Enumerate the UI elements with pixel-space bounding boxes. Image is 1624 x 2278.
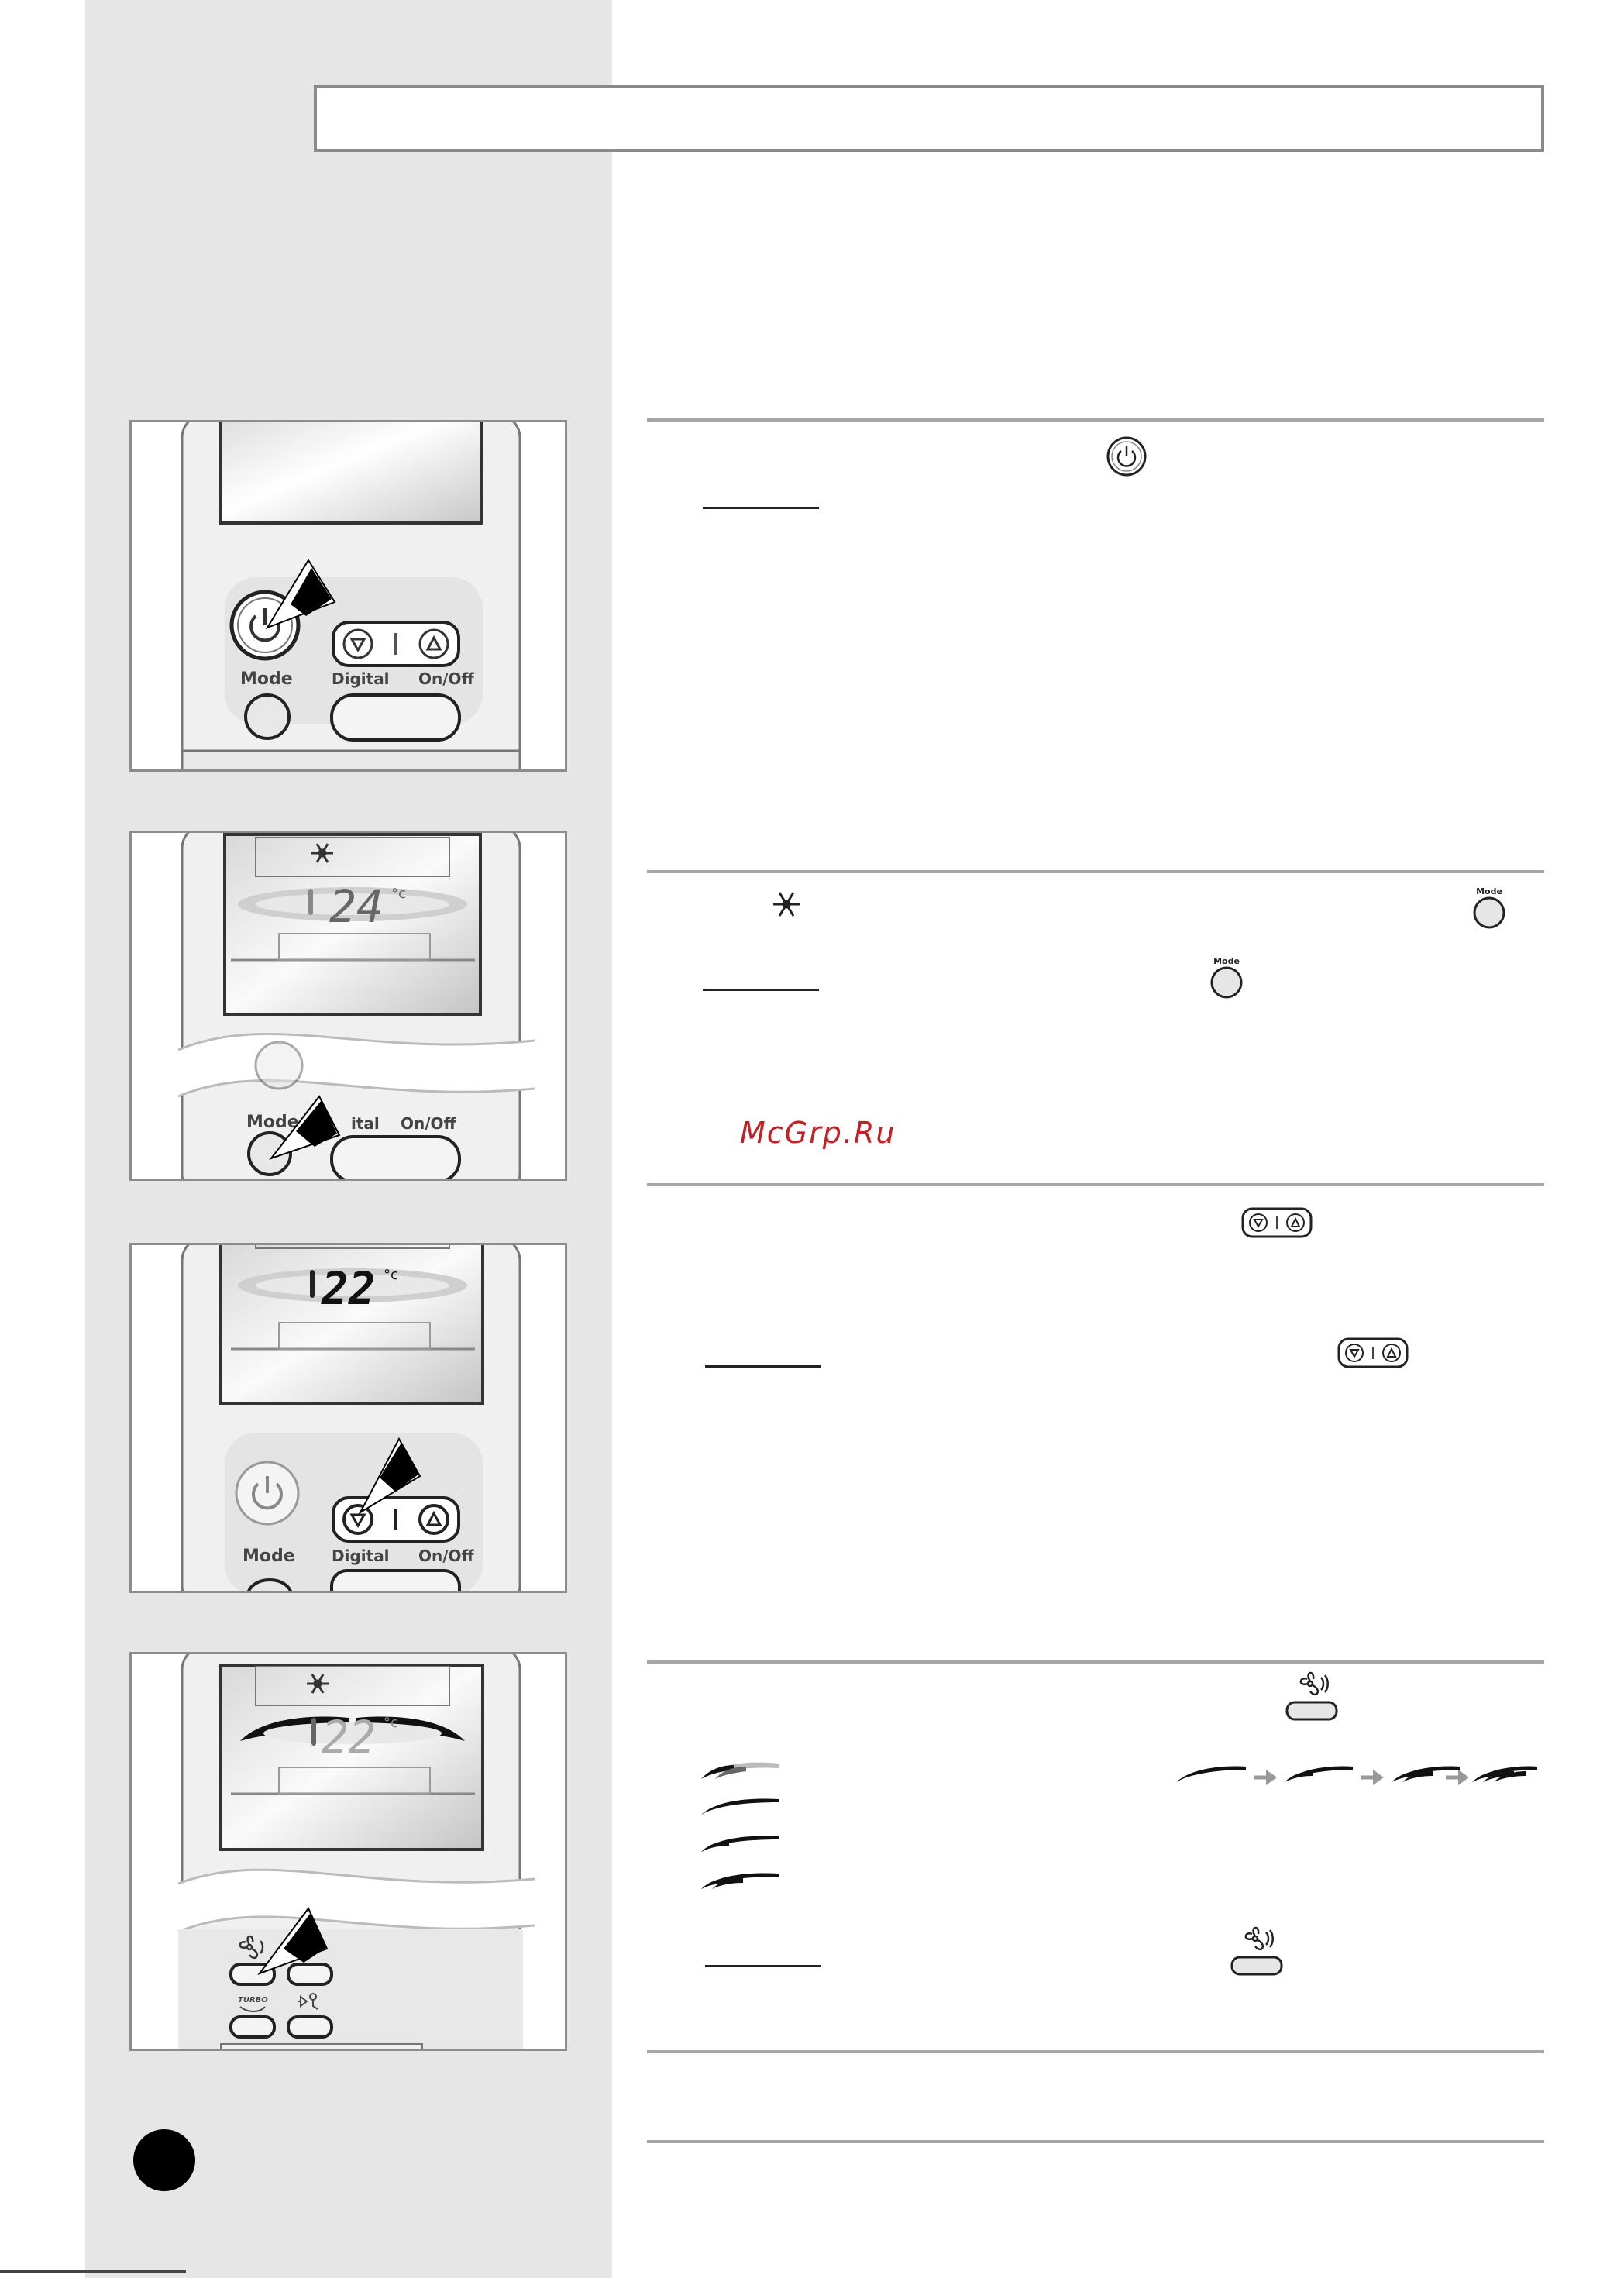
fan-speed-sequence xyxy=(1176,1759,1540,1793)
illustration-fan-button xyxy=(129,1652,567,2051)
seq-fan-medium-icon xyxy=(1285,1767,1353,1782)
seq-arrow-icon-2 xyxy=(1361,1770,1384,1785)
title-box xyxy=(314,85,1544,152)
section-rule-4 xyxy=(647,1660,1544,1664)
section-rule-6 xyxy=(647,2140,1544,2143)
inline-mode-button-icon-2 xyxy=(1206,955,1247,1000)
mode-label: Mode xyxy=(246,1113,299,1132)
illustration-mode-button xyxy=(129,831,567,1181)
second-button[interactable] xyxy=(288,1964,332,1984)
turbo-label: TURBO xyxy=(238,1996,268,2004)
turbo-button[interactable] xyxy=(231,2017,274,2037)
inline-temperature-rocker-icon-2 xyxy=(1337,1337,1409,1368)
digital-onoff-button[interactable] xyxy=(332,1137,459,1181)
fan-high-icon xyxy=(701,1874,779,1889)
inline-fan-button-icon-1 xyxy=(1282,1670,1341,1724)
mode-button[interactable] xyxy=(246,695,289,738)
footer-line xyxy=(0,2270,186,2273)
fan-low-icon xyxy=(701,1799,779,1815)
note-underline-4 xyxy=(705,1965,821,1967)
temp-display: 24 xyxy=(329,880,384,933)
fan-medium-icon xyxy=(701,1836,779,1852)
inline-temperature-rocker-icon-1 xyxy=(1241,1207,1313,1238)
onoff-label: On/Off xyxy=(401,1114,456,1133)
degree-unit: °c xyxy=(384,1715,398,1731)
fan-speed-legend xyxy=(701,1757,794,1912)
inline-mode-button-icon-1 xyxy=(1468,885,1510,930)
mode-label: Mode xyxy=(240,669,293,689)
onoff-label: On/Off xyxy=(418,1547,474,1565)
section-rule-2 xyxy=(647,870,1544,873)
seq-fan-high-icon xyxy=(1392,1767,1460,1782)
note-underline-1 xyxy=(703,507,819,509)
watermark-text: McGrp.Ru xyxy=(740,1116,896,1150)
digital-label: Digital xyxy=(332,1547,390,1565)
note-underline-2 xyxy=(703,989,819,991)
fan-auto-icon xyxy=(701,1763,779,1779)
seq-fan-turbo-icon xyxy=(1472,1767,1537,1782)
degree-unit: °c xyxy=(391,886,406,902)
section-rule-5 xyxy=(647,2050,1544,2053)
digital-onoff-button[interactable] xyxy=(332,695,459,740)
inline-snowflake-icon xyxy=(770,888,803,920)
temp-display: 22 xyxy=(322,1262,376,1315)
svg-text:Mode: Mode xyxy=(1213,956,1240,966)
temperature-rocker-icon[interactable] xyxy=(333,1498,459,1541)
digital-label: Digital xyxy=(332,669,390,688)
inline-power-icon xyxy=(1106,435,1147,477)
page-number-circle xyxy=(133,2129,195,2191)
onoff-label: On/Off xyxy=(418,669,474,688)
inline-fan-button-icon-2 xyxy=(1227,1925,1286,1979)
power-icon[interactable] xyxy=(236,1462,298,1524)
section-rule-1 xyxy=(647,418,1544,422)
mode-label: Mode xyxy=(243,1547,295,1566)
section-rule-3 xyxy=(647,1183,1544,1186)
seq-arrow-icon-3 xyxy=(1446,1770,1469,1785)
degree-unit: °c xyxy=(384,1267,398,1283)
seq-arrow-icon-1 xyxy=(1254,1770,1277,1785)
sleep-button[interactable] xyxy=(288,2017,332,2037)
illustration-power-button xyxy=(129,420,567,772)
digital-label-partial: ital xyxy=(351,1114,380,1133)
svg-text:Mode: Mode xyxy=(1476,886,1502,896)
temperature-rocker-icon[interactable] xyxy=(333,622,459,666)
note-underline-3 xyxy=(705,1365,821,1368)
temp-display: 22 xyxy=(322,1711,376,1764)
seq-fan-low-icon xyxy=(1176,1767,1246,1782)
illustration-temperature-buttons xyxy=(129,1243,567,1593)
